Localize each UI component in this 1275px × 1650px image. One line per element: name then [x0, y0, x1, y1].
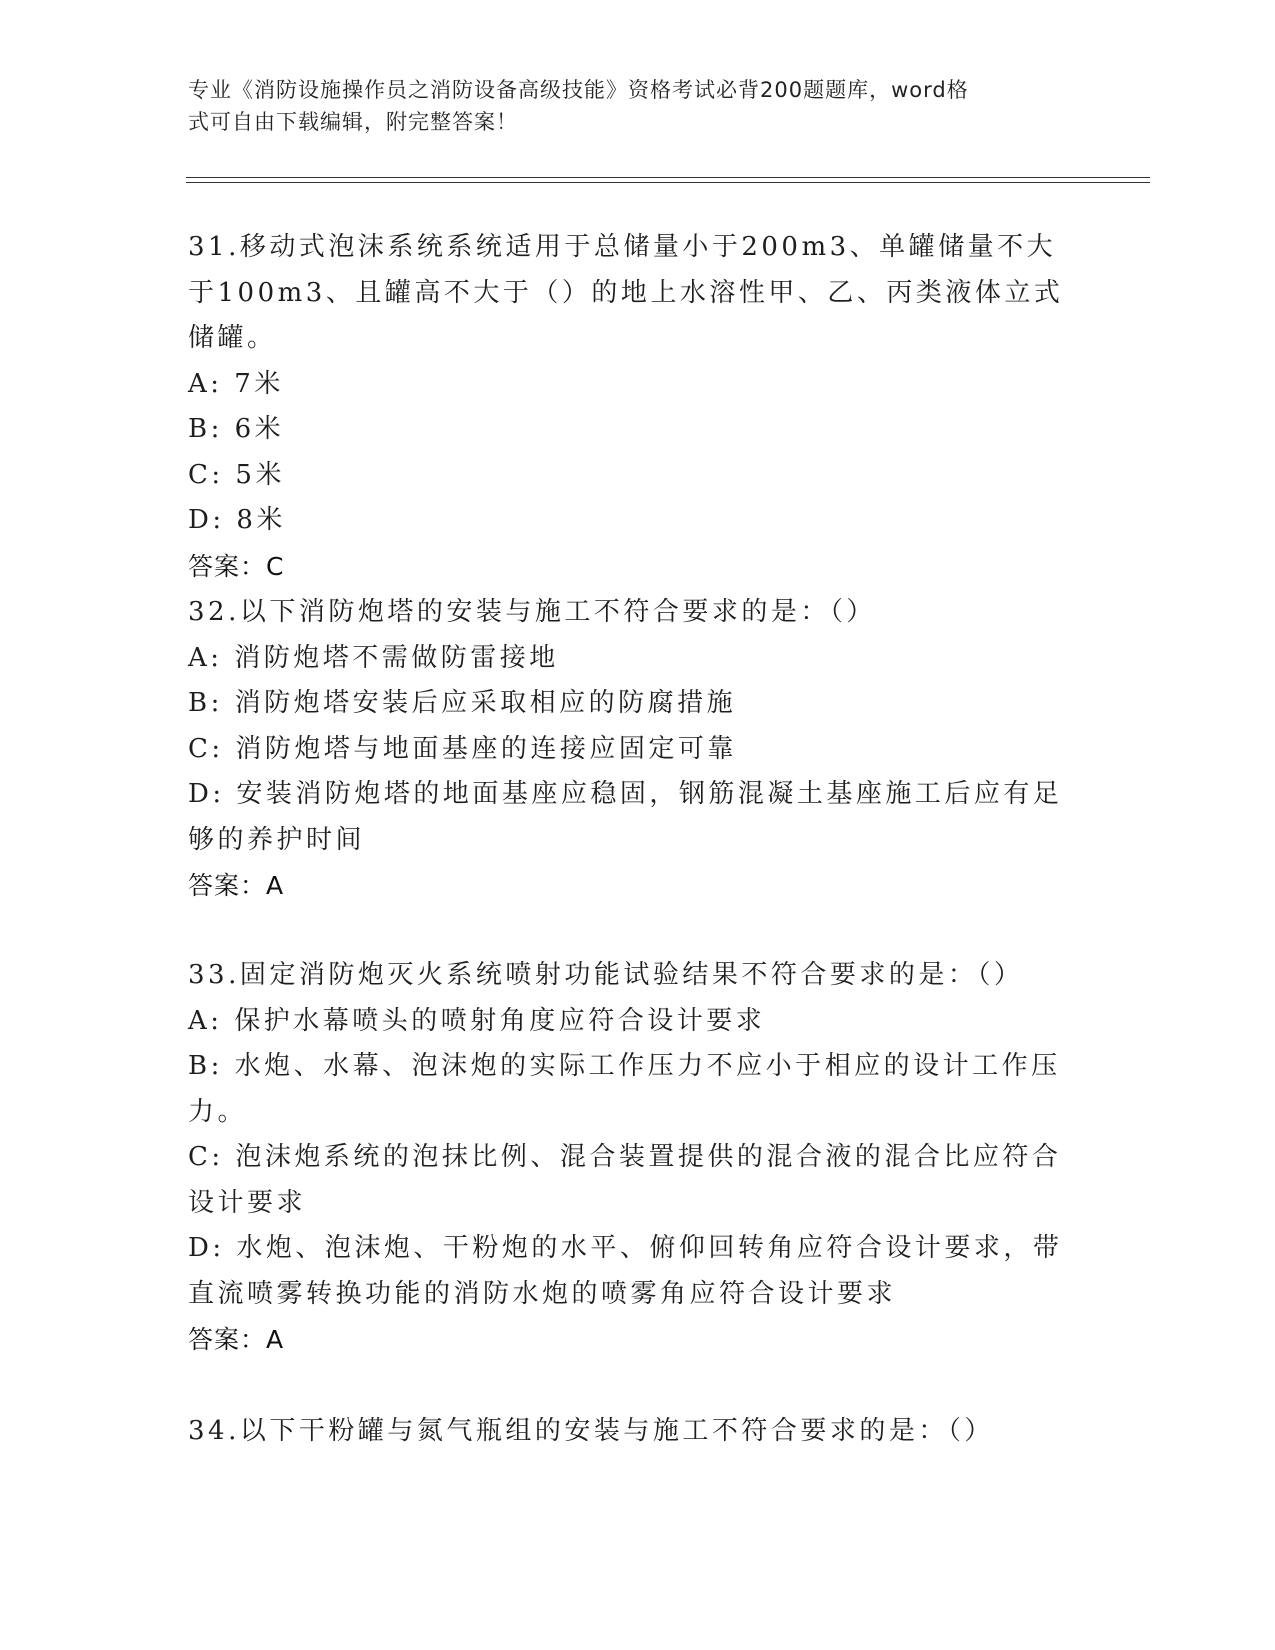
question-32: [188, 590, 1068, 909]
option-c: C: 5米: [188, 459, 285, 490]
option-c: C: 消防炮塔与地面基座的连接应固定可靠: [188, 733, 737, 764]
option-b: B: 消防炮塔安装后应采取相应的防腐措施: [188, 688, 737, 718]
option-d: D: 8米: [188, 505, 286, 535]
option-a: A: 7米: [188, 368, 284, 399]
option-a: A: 保护水幕喷头的喷射角度应符合设计要求: [188, 1005, 766, 1036]
document-header: [188, 74, 1068, 138]
option-d: D: 安装消防炮塔的地面基座应稳固，钢筋混凝土基座施工后应有足够的养护时间: [188, 779, 1063, 855]
answer-label: 答案：A: [188, 871, 285, 900]
option-c: C: 泡沫炮系统的泡抹比例、混合装置提供的混合液的混合比应符合设计要求: [188, 1142, 1062, 1218]
answer-label: 答案：C: [188, 551, 285, 581]
question-text: 34.以下干粉罐与氮气瓶组的安装与施工不符合要求的是：（）: [188, 1416, 994, 1446]
question-31: [188, 225, 1068, 589]
question-33: [188, 953, 1068, 1363]
option-b: B: 水炮、水幕、泡沫炮的实际工作压力不应小于相应的设计工作压力。: [188, 1051, 1061, 1127]
header-divider-bottom: [186, 182, 1150, 183]
question-34: [188, 1409, 1068, 1455]
question-text: 32.以下消防炮塔的安装与施工不符合要求的是：（）: [188, 597, 876, 627]
answer-label: 答案：A: [188, 1325, 285, 1354]
header-line-1: 专业《消防设施操作员之消防设备高级技能》资格考试必背200题题库，word格: [188, 78, 969, 102]
question-text: 31.移动式泡沫系统系统适用于总储量小于200m3、单罐储量不大于100m3、且罐高不大于（）的地上水溶性甲、乙、丙类液体立式储罐。: [188, 232, 1064, 353]
header-divider-top: [186, 177, 1150, 178]
header-line-2: 式可自由下载编辑，附完整答案！: [188, 110, 518, 134]
option-d: D: 水炮、泡沫炮、干粉炮的水平、俯仰回转角应符合设计要求，带直流喷雾转换功能的消防水炮的喷雾角应符合设计要求: [188, 1233, 1063, 1309]
option-b: B: 6米: [188, 414, 285, 444]
question-text: 33.固定消防炮灭火系统喷射功能试验结果不符合要求的是：（）: [188, 960, 1024, 990]
option-a: A: 消防炮塔不需做防雷接地: [188, 642, 559, 673]
